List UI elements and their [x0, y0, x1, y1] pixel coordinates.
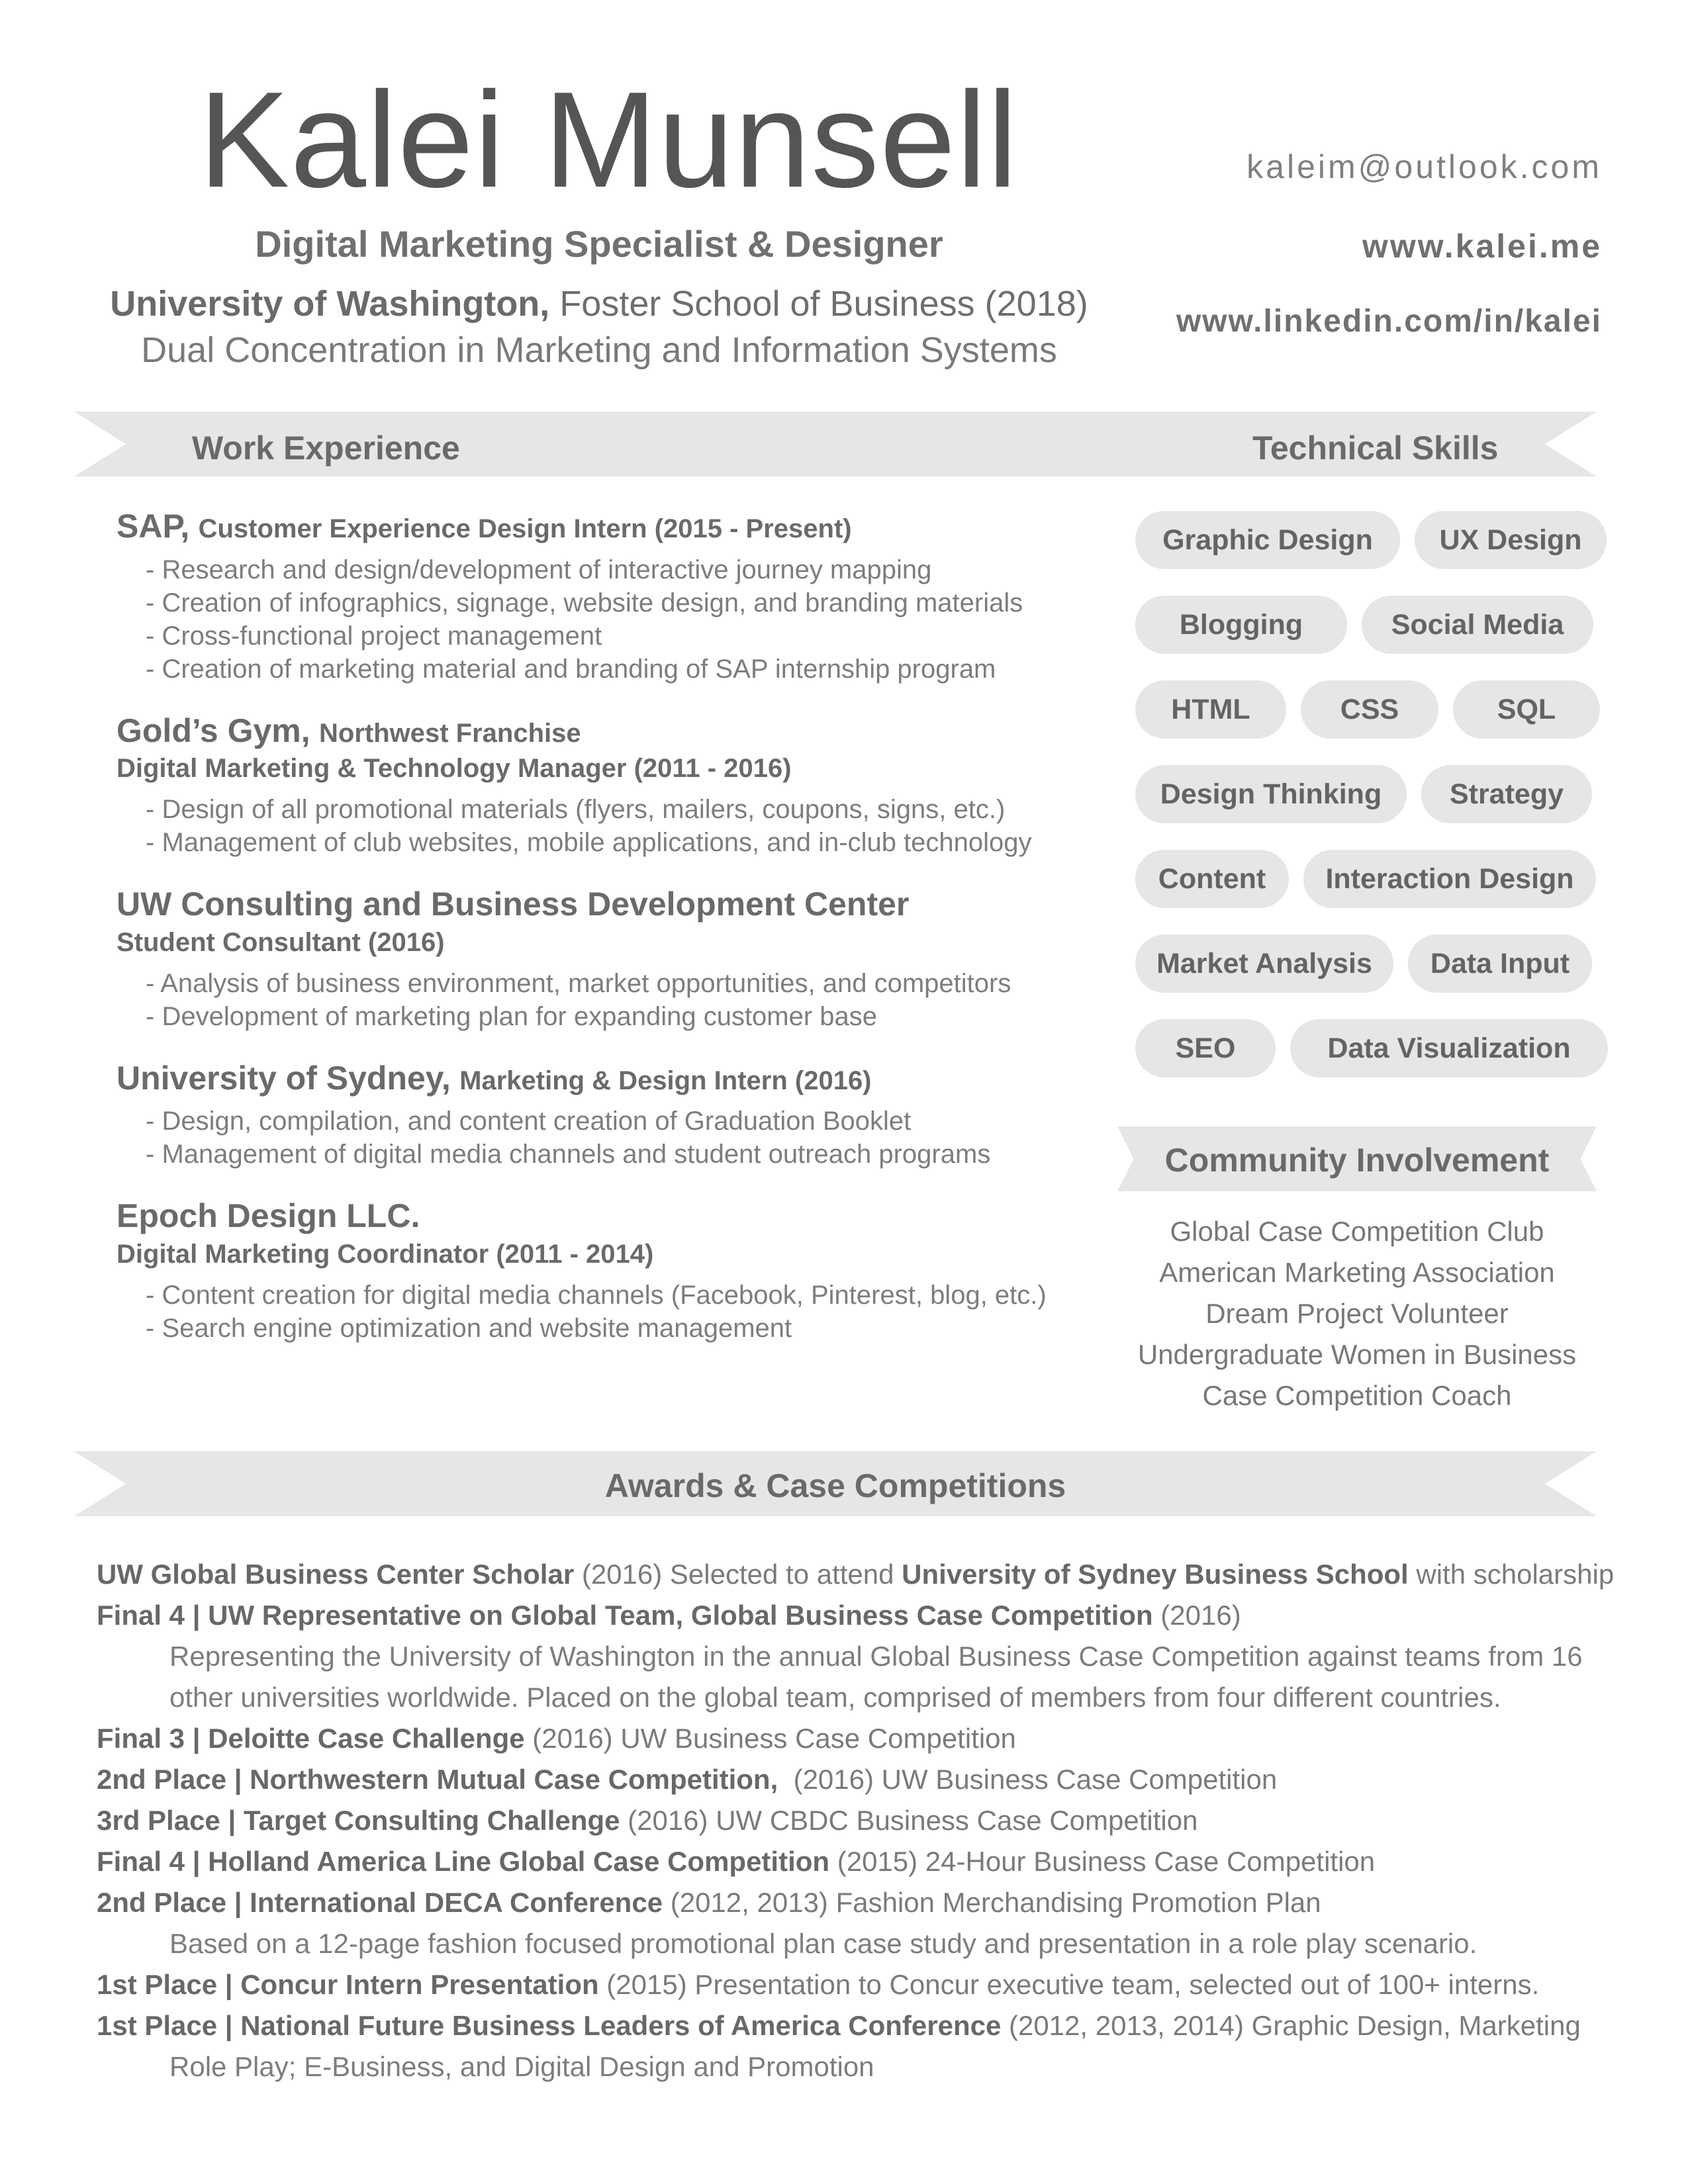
skill-pill: HTML — [1135, 680, 1286, 739]
skill-row — [1135, 850, 1599, 908]
award-detail: (2012, 2013) Fashion Merchandising Promotion Plan — [663, 1887, 1321, 1918]
job-heading — [117, 711, 1109, 751]
award-title: UW Global Business Center Scholar — [97, 1559, 575, 1590]
skill-row — [1135, 680, 1599, 739]
job-entry — [117, 711, 1109, 860]
job-bullet: - Creation of marketing material and branding of SAP internship program — [146, 653, 1109, 686]
community-item: Global Case Competition Club — [1170, 1216, 1544, 1247]
award-title: Final 4 | Holland America Line Global Case Competition — [97, 1846, 830, 1877]
job-bullets — [117, 553, 1109, 686]
job-role: Marketing & Design Intern (2016) — [459, 1066, 872, 1095]
skill-pill: SEO — [1135, 1019, 1276, 1077]
award-item — [97, 1759, 1619, 1800]
award-detail: (2012, 2013, 2014) Graphic Design, Marketing — [1001, 2010, 1581, 2041]
job-bullet: - Management of digital media channels and student outreach programs — [146, 1138, 1109, 1171]
job-title: Digital Marketing Coordinator (2011 - 2014) — [117, 1239, 654, 1269]
company-name: Epoch Design LLC. — [117, 1197, 420, 1235]
work-experience-heading: Work Experience — [192, 430, 460, 467]
job-bullet: - Design, compilation, and content creation of Graduation Booklet — [146, 1105, 1109, 1138]
award-item — [97, 1554, 1619, 1595]
award-item — [97, 1841, 1619, 1882]
award-description: other universities worldwide. Placed on the global team, comprised of members from four different countries. — [169, 1682, 1501, 1713]
award-description: Representing the University of Washington in the annual Global Business Case Competition against teams from 16 — [169, 1641, 1583, 1672]
job-role: Customer Experience Design Intern (2015 - Present) — [198, 514, 852, 543]
skill-pill: Market Analysis — [1135, 934, 1393, 993]
award-detail: (2015) 24-Hour Business Case Competition — [829, 1846, 1376, 1877]
community-heading: Community Involvement — [1164, 1142, 1550, 1179]
award-item — [97, 1800, 1619, 1841]
award-title: 2nd Place | International DECA Conference — [97, 1887, 663, 1918]
skill-pill: SQL — [1453, 680, 1600, 739]
award-title: Final 4 | UW Representative on Global Team, Global Business Case Competition — [97, 1600, 1153, 1631]
skill-pill: Data Input — [1408, 934, 1592, 993]
job-bullet: - Analysis of business environment, market opportunities, and competitors — [146, 967, 1109, 1000]
skill-pill: Blogging — [1135, 596, 1347, 654]
award-item — [97, 1964, 1619, 2005]
award-item — [97, 1882, 1619, 1964]
award-description: Role Play; E-Business, and Digital Design and Promotion — [169, 2051, 874, 2082]
skill-pill: Social Media — [1362, 596, 1593, 654]
community-item: Dream Project Volunteer — [1205, 1298, 1509, 1329]
website-link[interactable]: www.kalei.me — [1362, 228, 1602, 265]
award-title: 1st Place | Concur Intern Presentation — [97, 1969, 599, 2000]
skill-pill: Interaction Design — [1303, 850, 1596, 908]
job-bullets — [117, 1105, 1109, 1171]
skill-row — [1135, 1019, 1599, 1077]
job-bullet: - Development of marketing plan for expanding customer base — [146, 1000, 1109, 1033]
award-item — [97, 1718, 1619, 1759]
school-name: Foster School of Business (2018) — [559, 284, 1088, 324]
job-title: Student Consultant (2016) — [117, 927, 445, 957]
community-list — [1125, 1211, 1589, 1416]
resume-subtitle: Digital Marketing Specialist & Designer — [255, 223, 943, 265]
company-name: SAP, — [117, 508, 190, 545]
awards-list — [97, 1554, 1619, 2087]
award-description: Based on a 12-page fashion focused promotional plan case study and presentation in a role play scenario. — [169, 1928, 1477, 1959]
community-item: Undergraduate Women in Business — [1137, 1339, 1577, 1370]
award-detail: (2016) UW CBDC Business Case Competition — [620, 1805, 1198, 1836]
job-bullet: - Research and design/development of interactive journey mapping — [146, 553, 1109, 586]
job-bullets — [117, 1279, 1109, 1345]
award-detail-end: with scholarship — [1408, 1559, 1615, 1590]
job-role: Northwest Franchise — [319, 718, 581, 748]
awards-heading: Awards & Case Competitions — [604, 1467, 1066, 1504]
award-item — [97, 1595, 1619, 1718]
job-entry — [117, 1058, 1109, 1171]
concentration-line: Dual Concentration in Marketing and Information Systems — [141, 330, 1057, 370]
job-bullet: - Management of club websites, mobile applications, and in-club technology — [146, 826, 1109, 859]
job-entry — [117, 1196, 1109, 1345]
skill-row — [1135, 765, 1599, 823]
award-title: 2nd Place | Northwestern Mutual Case Competition, — [97, 1764, 778, 1795]
award-detail: (2015) Presentation to Concur executive team, selected out of 100+ interns. — [598, 1969, 1540, 2000]
award-detail: (2016) — [1152, 1600, 1241, 1631]
award-detail: (2016) UW Business Case Competition — [524, 1723, 1016, 1754]
skill-pill: Design Thinking — [1135, 765, 1407, 823]
job-bullet: - Content creation for digital media channels (Facebook, Pinterest, blog, etc.) — [146, 1279, 1109, 1312]
skill-row — [1135, 511, 1599, 569]
award-title: 1st Place | National Future Business Leaders of America Conference — [97, 2010, 1002, 2041]
award-item — [97, 2005, 1619, 2087]
work-experience-list — [117, 506, 1109, 1370]
job-heading — [117, 1196, 1109, 1236]
job-heading — [117, 1058, 1109, 1099]
skill-pill: UX Design — [1415, 511, 1607, 569]
job-entry — [117, 884, 1109, 1033]
email-link[interactable]: kaleim@outlook.com — [1246, 148, 1602, 185]
job-bullets — [117, 793, 1109, 859]
award-detail: (2016) UW Business Case Competition — [778, 1764, 1278, 1795]
job-bullet: - Creation of infographics, signage, website design, and branding materials — [146, 586, 1109, 619]
community-item: Case Competition Coach — [1202, 1380, 1512, 1411]
skill-pill: Content — [1135, 850, 1289, 908]
skill-row — [1135, 596, 1599, 654]
company-name: Gold’s Gym, — [117, 711, 310, 749]
company-name: UW Consulting and Business Development Center — [117, 886, 910, 923]
award-detail: (2016) Selected to attend — [574, 1559, 902, 1590]
job-title: Digital Marketing & Technology Manager (2011 - 2016) — [117, 754, 792, 784]
skill-pill: CSS — [1301, 680, 1438, 739]
linkedin-link[interactable]: www.linkedin.com/in/kalei — [1176, 304, 1602, 339]
job-bullet: - Design of all promotional materials (flyers, mailers, coupons, signs, etc.) — [146, 793, 1109, 826]
award-highlight: University of Sydney Business School — [902, 1559, 1409, 1590]
job-heading — [117, 884, 1109, 925]
university-name: University of Washington, — [110, 284, 550, 324]
job-bullet: - Search engine optimization and website management — [146, 1312, 1109, 1345]
education-line — [0, 285, 1198, 324]
job-entry — [117, 506, 1109, 686]
job-bullets — [117, 967, 1109, 1033]
skills-grid — [1135, 511, 1599, 1104]
award-title: Final 3 | Deloitte Case Challenge — [97, 1723, 525, 1754]
technical-skills-heading: Technical Skills — [1252, 430, 1499, 467]
skill-pill: Strategy — [1421, 765, 1592, 823]
skill-pill: Graphic Design — [1135, 511, 1400, 569]
company-name: University of Sydney, — [117, 1059, 451, 1097]
community-item: American Marketing Association — [1159, 1257, 1555, 1288]
skill-row — [1135, 934, 1599, 993]
award-title: 3rd Place | Target Consulting Challenge — [97, 1805, 620, 1836]
job-heading — [117, 506, 1109, 547]
skill-pill: Data Visualization — [1290, 1019, 1608, 1077]
job-bullet: - Cross-functional project management — [146, 619, 1109, 653]
resume-name: Kalei Munsell — [199, 64, 1019, 216]
